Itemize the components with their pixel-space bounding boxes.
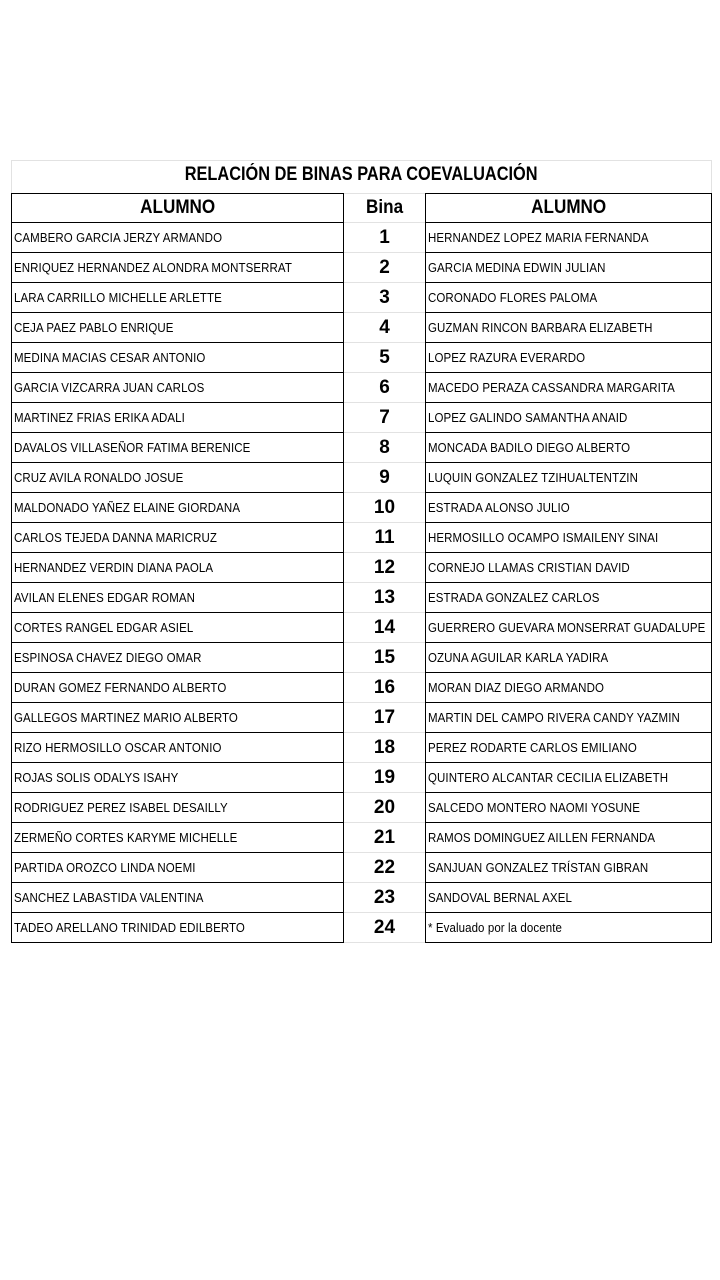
- student-right: MACEDO PERAZA CASSANDRA MARGARITA: [425, 373, 712, 403]
- student-left: MARTINEZ FRIAS ERIKA ADALI: [11, 403, 344, 433]
- table-row: [11, 223, 712, 253]
- student-right: MARTIN DEL CAMPO RIVERA CANDY YAZMIN: [425, 703, 712, 733]
- bina-number: 24: [344, 913, 425, 943]
- header-bina: Bina: [344, 193, 425, 223]
- table-row: [11, 433, 712, 463]
- table-row: [11, 493, 712, 523]
- bina-number: 8: [344, 433, 425, 463]
- student-left: SANCHEZ LABASTIDA VALENTINA: [11, 883, 344, 913]
- table-row: [11, 583, 712, 613]
- student-right: OZUNA AGUILAR KARLA YADIRA: [425, 643, 712, 673]
- bina-number: 12: [344, 553, 425, 583]
- student-left: CAMBERO GARCIA JERZY ARMANDO: [11, 223, 344, 253]
- student-right: ESTRADA GONZALEZ CARLOS: [425, 583, 712, 613]
- bina-number: 5: [344, 343, 425, 373]
- student-right: RAMOS DOMINGUEZ AILLEN FERNANDA: [425, 823, 712, 853]
- student-right: QUINTERO ALCANTAR CECILIA ELIZABETH: [425, 763, 712, 793]
- bina-number: 22: [344, 853, 425, 883]
- student-left: MALDONADO YAÑEZ ELAINE GIORDANA: [11, 493, 344, 523]
- student-left: LARA CARRILLO MICHELLE ARLETTE: [11, 283, 344, 313]
- table-row: [11, 793, 712, 823]
- table-row: [11, 853, 712, 883]
- student-right: CORONADO FLORES PALOMA: [425, 283, 712, 313]
- bina-number: 13: [344, 583, 425, 613]
- bina-number: 9: [344, 463, 425, 493]
- student-left: RIZO HERMOSILLO OSCAR ANTONIO: [11, 733, 344, 763]
- student-left: GALLEGOS MARTINEZ MARIO ALBERTO: [11, 703, 344, 733]
- table-row: [11, 883, 712, 913]
- student-right: CORNEJO LLAMAS CRISTIAN DAVID: [425, 553, 712, 583]
- bina-number: 21: [344, 823, 425, 853]
- header-alumno-left: ALUMNO: [11, 193, 344, 223]
- bina-number: 23: [344, 883, 425, 913]
- student-left: ZERMEÑO CORTES KARYME MICHELLE: [11, 823, 344, 853]
- student-left: ROJAS SOLIS ODALYS ISAHY: [11, 763, 344, 793]
- student-right: HERMOSILLO OCAMPO ISMAILENY SINAI: [425, 523, 712, 553]
- student-right: GUZMAN RINCON BARBARA ELIZABETH: [425, 313, 712, 343]
- student-right: MORAN DIAZ DIEGO ARMANDO: [425, 673, 712, 703]
- table-row: [11, 763, 712, 793]
- student-right: MONCADA BADILO DIEGO ALBERTO: [425, 433, 712, 463]
- student-left: AVILAN ELENES EDGAR ROMAN: [11, 583, 344, 613]
- bina-number: 20: [344, 793, 425, 823]
- student-right: HERNANDEZ LOPEZ MARIA FERNANDA: [425, 223, 712, 253]
- table-row: [11, 343, 712, 373]
- table-row: [11, 673, 712, 703]
- pairs-body: [11, 223, 712, 943]
- student-right: PEREZ RODARTE CARLOS EMILIANO: [425, 733, 712, 763]
- bina-number: 17: [344, 703, 425, 733]
- table-row: [11, 313, 712, 343]
- table-row: [11, 643, 712, 673]
- bina-number: 2: [344, 253, 425, 283]
- student-left: CEJA PAEZ PABLO ENRIQUE: [11, 313, 344, 343]
- bina-number: 15: [344, 643, 425, 673]
- student-right: * Evaluado por la docente: [425, 913, 712, 943]
- bina-number: 10: [344, 493, 425, 523]
- student-left: ESPINOSA CHAVEZ DIEGO OMAR: [11, 643, 344, 673]
- student-left: DURAN GOMEZ FERNANDO ALBERTO: [11, 673, 344, 703]
- pairs-sheet: [11, 160, 712, 943]
- student-right: SANJUAN GONZALEZ TRÍSTAN GIBRAN: [425, 853, 712, 883]
- student-left: MEDINA MACIAS CESAR ANTONIO: [11, 343, 344, 373]
- student-left: CORTES RANGEL EDGAR ASIEL: [11, 613, 344, 643]
- header-alumno-right: ALUMNO: [425, 193, 712, 223]
- table-row: [11, 613, 712, 643]
- table-row: [11, 913, 712, 943]
- student-right: LOPEZ RAZURA EVERARDO: [425, 343, 712, 373]
- bina-number: 1: [344, 223, 425, 253]
- pairs-table: [11, 193, 712, 943]
- sheet-title-row: [11, 160, 712, 189]
- table-row: [11, 253, 712, 283]
- student-right: GARCIA MEDINA EDWIN JULIAN: [425, 253, 712, 283]
- student-left: PARTIDA OROZCO LINDA NOEMI: [11, 853, 344, 883]
- student-left: ENRIQUEZ HERNANDEZ ALONDRA MONTSERRAT: [11, 253, 344, 283]
- bina-number: 4: [344, 313, 425, 343]
- student-left: CRUZ AVILA RONALDO JOSUE: [11, 463, 344, 493]
- student-right: LUQUIN GONZALEZ TZIHUALTENTZIN: [425, 463, 712, 493]
- student-right: LOPEZ GALINDO SAMANTHA ANAID: [425, 403, 712, 433]
- bina-number: 11: [344, 523, 425, 553]
- table-row: [11, 823, 712, 853]
- bina-number: 14: [344, 613, 425, 643]
- bina-number: 3: [344, 283, 425, 313]
- table-row: [11, 283, 712, 313]
- student-left: CARLOS TEJEDA DANNA MARICRUZ: [11, 523, 344, 553]
- student-left: DAVALOS VILLASEÑOR FATIMA BERENICE: [11, 433, 344, 463]
- header-row: [11, 193, 712, 223]
- student-left: GARCIA VIZCARRA JUAN CARLOS: [11, 373, 344, 403]
- table-row: [11, 523, 712, 553]
- student-right: SALCEDO MONTERO NAOMI YOSUNE: [425, 793, 712, 823]
- bina-number: 16: [344, 673, 425, 703]
- table-row: [11, 463, 712, 493]
- bina-number: 6: [344, 373, 425, 403]
- student-left: RODRIGUEZ PEREZ ISABEL DESAILLY: [11, 793, 344, 823]
- table-row: [11, 703, 712, 733]
- table-row: [11, 373, 712, 403]
- student-right: ESTRADA ALONSO JULIO: [425, 493, 712, 523]
- student-left: TADEO ARELLANO TRINIDAD EDILBERTO: [11, 913, 344, 943]
- table-row: [11, 733, 712, 763]
- sheet-title: RELACIÓN DE BINAS PARA COEVALUACIÓN: [185, 164, 538, 185]
- student-right: SANDOVAL BERNAL AXEL: [425, 883, 712, 913]
- bina-number: 7: [344, 403, 425, 433]
- table-row: [11, 553, 712, 583]
- bina-number: 18: [344, 733, 425, 763]
- bina-number: 19: [344, 763, 425, 793]
- student-right: GUERRERO GUEVARA MONSERRAT GUADALUPE: [425, 613, 712, 643]
- table-row: [11, 403, 712, 433]
- student-left: HERNANDEZ VERDIN DIANA PAOLA: [11, 553, 344, 583]
